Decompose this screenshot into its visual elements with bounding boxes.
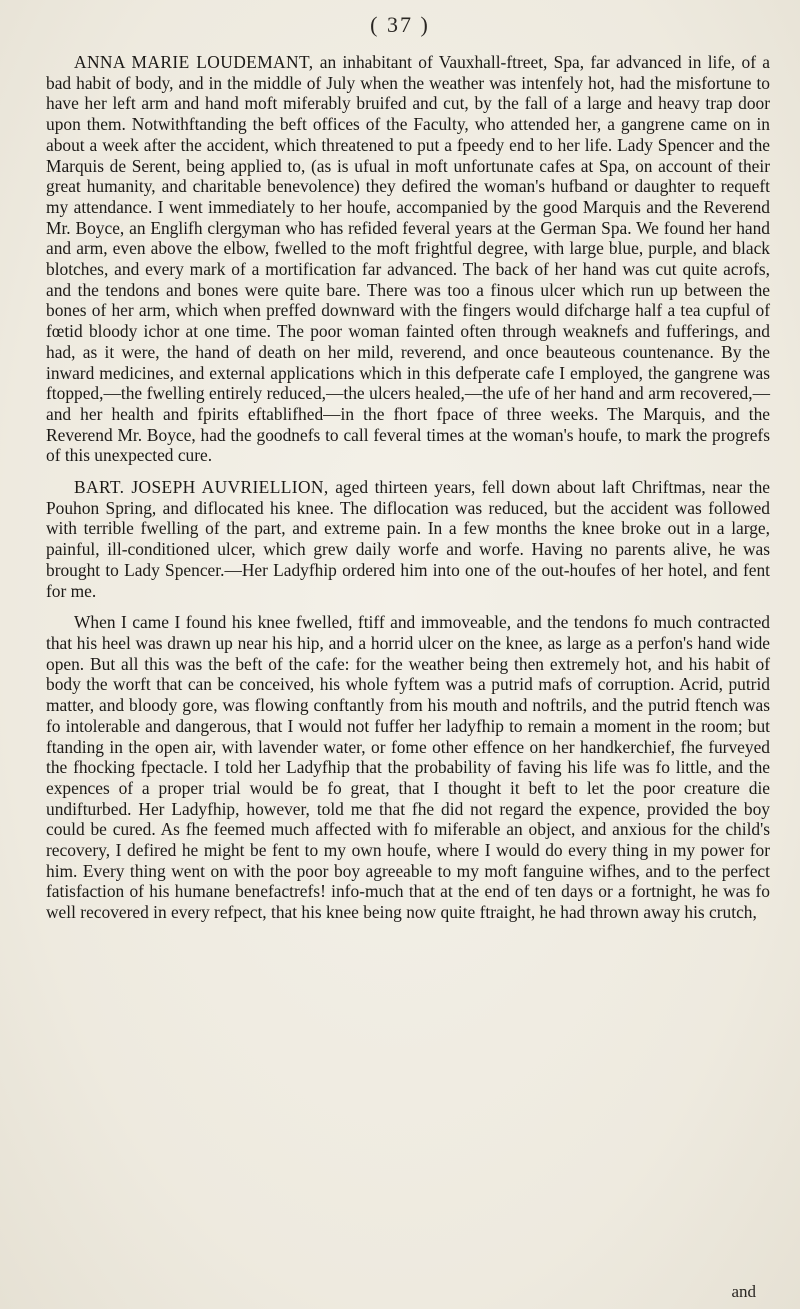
catchword: and [731, 1282, 756, 1301]
paragraph-text: aged thirteen years, fell down about laft Chriftmas, near the Pouhon Spring, and diflocated his knee. The diflocation was reduced, but the accident was followed with terrible fwelling of the part, and extreme pain. In a few months the knee broke out in a large, painful, ill-conditioned ulcer, which grew daily worfe and worfe. Having no parents alive, he was brought to Lady Spencer.—Her Ladyfhip ordered him into one of the out-houfes of her hotel, and fent for me. [46, 477, 770, 601]
page-number: ( 37 ) [370, 12, 430, 37]
paragraph-loudemant [46, 52, 770, 466]
paragraph-text: an inhabitant of Vauxhall-ftreet, Spa, far advanced in life, of a bad habit of body, and in the middle of July when the weather was intenfely hot, had the misfortune to have her left arm and hand moft miferably bruifed and cut, by the fall of a large and heavy trap door upon them. Notwithftanding the beft offices of the Faculty, who attended her, a gangrene came on in about a week after the accident, which threatened to put a fpeedy end to her life. Lady Spencer and the Marquis de Serent, being applied to, (as is ufual in moft unfortunate cafes at Spa, on account of their great humanity, and charitable benevolence) they defired the woman's hufband or daughter to requeft my attendance. I went immediately to her houfe, accompanied by the good Marquis and the Reverend Mr. Boyce, an Englifh clergyman who has refided feveral years at the German Spa. We found her hand and arm, even above the elbow, fwelled to the moft frightful degree, with large blue, purple, and black blotches, and every mark of a mortification far advanced. The back of her hand was cut quite acrofs, and the tendons and bones were quite bare. There was too a finous ulcer which run up between the bones of her arm, which when preffed downward with the fingers would difcharge half a tea cupful of fœtid bloody ichor at one time. The poor woman fainted often through weaknefs and fufferings, and had, as it were, the hand of death on her mild, reverend, and once beauteous countenance. By the inward medicines, and external applications which in this defperate cafe I employed, the gangrene was ftopped,—the fwelling entirely reduced,—the ulcers healed,—the ufe of her hand and arm recovered,—and her health and fpirits eftablifhed—in the fhort fpace of three weeks. The Marquis, and the Reverend Mr. Boyce, had the goodnefs to call feveral times at the woman's houfe, to mark the progrefs of this unexpected cure. [46, 52, 770, 466]
paragraph-auvriellion [46, 477, 770, 601]
case-name: BART. JOSEPH AUVRIELLION, [74, 477, 329, 498]
paragraph-knee-treatment [46, 612, 770, 923]
case-name: ANNA MARIE LOUDEMANT, [74, 52, 314, 72]
body-text [46, 52, 770, 934]
paragraph-text: When I came I found his knee fwelled, ftiff and immoveable, and the tendons fo much contracted that his heel was drawn up near his hip, and a horrid ulcer on the knee, as large as a perfon's hand wide open. But all this was the beft of the cafe: for the weather being then extremely hot, and his habit of body the worft that can be conceived, his whole fyftem was a putrid mafs of corruption. Acrid, putrid matter, and bloody gore, was flowing conftantly from his mouth and noftrils, and the putrid ftench was fo intolerable and dangerous, that I would not fuffer her ladyfhip to remain a moment in the room; but ftanding in the open air, with lavender water, or fome other effence on her handkerchief, fhe furveyed the fhocking fpectacle. I told her Ladyfhip that the probability of faving his life was fo little, and the expences of a proper trial would be fo great, that I thought it beft to let the poor creature die undifturbed. Her Ladyfhip, however, told me that fhe did not regard the expence, provided the boy could be cured. As fhe feemed much affected with fo miferable an object, and anxious for the child's recovery, I defired he might be fent to my own houfe, where I would do every thing in my power for him. Every thing went on with the poor boy agreeable to my moft fanguine wifhes, and to the perfect fatisfaction of his humane benefactrefs! info-much that at the end of ten days or a fortnight, he was fo well recovered in every refpect, that his knee being now quite ftraight, he had thrown away his crutch, [46, 612, 770, 923]
